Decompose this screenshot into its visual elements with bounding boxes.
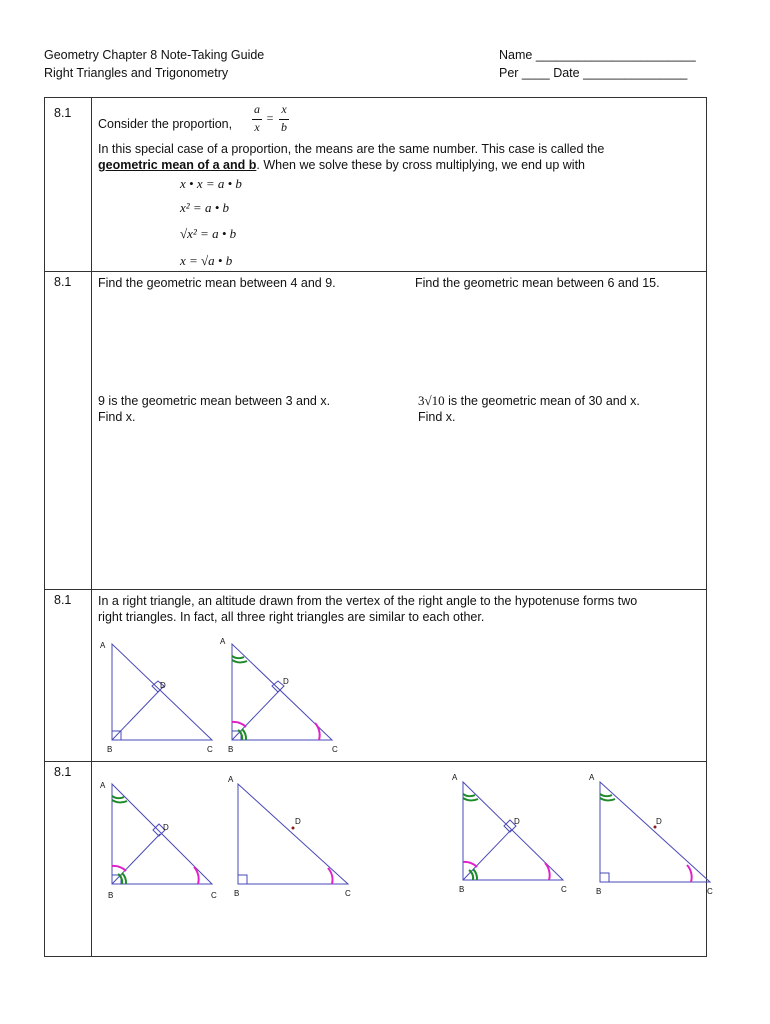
step-3: √x² = a • b xyxy=(180,226,237,241)
vertex-label-a: A xyxy=(100,641,106,650)
fraction-numerator: x xyxy=(281,102,287,116)
name-field[interactable]: Name _______________________ xyxy=(499,48,696,62)
radical-expression: 3√10 xyxy=(418,393,445,408)
section-number: 8.1 xyxy=(54,765,72,779)
step-1: x • x = a • b xyxy=(180,176,242,191)
problem-1: Find the geometric mean between 4 and 9. xyxy=(98,276,336,290)
vertex-label-d: D xyxy=(160,681,166,690)
vertex-label-b: B xyxy=(234,889,240,898)
problem-text: is the geometric mean of 30 and x. xyxy=(444,394,640,408)
vertex-label-a: A xyxy=(100,781,106,790)
vertex-label-b: B xyxy=(228,745,234,754)
row-divider xyxy=(45,589,706,590)
vertex-label-d: D xyxy=(163,823,169,832)
vertex-label-b: B xyxy=(596,887,602,896)
row-divider xyxy=(45,761,706,762)
section-number: 8.1 xyxy=(54,275,72,289)
similar-triangles-diagram xyxy=(90,630,350,760)
chapter-subtitle: Right Triangles and Trigonometry xyxy=(44,66,229,80)
vertex-label-d: D xyxy=(283,677,289,686)
problem-3 xyxy=(98,393,330,425)
step-4: x = √a • b xyxy=(180,253,233,268)
paragraph-text: In a right triangle, an altitude drawn from the vertex of the right angle to the hypotenuse forms two xyxy=(98,594,638,608)
problem-text: 9 is the geometric mean between 3 and x. xyxy=(98,394,331,408)
vertex-label-a: A xyxy=(589,773,595,782)
vertex-label-d: D xyxy=(295,817,301,826)
problem-text: Find x. xyxy=(418,410,456,424)
triangle-abc-full xyxy=(100,781,217,900)
problem-text: Find x. xyxy=(98,410,136,424)
vertex-label-c: C xyxy=(207,745,213,754)
vertex-label-c: C xyxy=(211,891,217,900)
fraction-denominator: b xyxy=(281,120,287,134)
vertex-label-a: A xyxy=(220,637,226,646)
step-2: x² = a • b xyxy=(180,200,229,215)
vertex-label-b: B xyxy=(107,745,113,754)
problem-2: Find the geometric mean between 6 and 15. xyxy=(415,276,660,290)
proportion-intro: Consider the proportion, xyxy=(98,117,233,131)
altitude-explanation xyxy=(98,593,703,625)
paragraph-text: In this special case of a proportion, the means are the same number. This case is called the xyxy=(98,142,605,156)
triangle-abd-marked xyxy=(452,773,567,894)
triangle-abc-marked xyxy=(220,637,338,754)
vertex-label-b: B xyxy=(459,885,465,894)
period-date-field[interactable]: Per ____ Date _______________ xyxy=(499,66,688,80)
equals-sign: = xyxy=(266,111,274,125)
section-number: 8.1 xyxy=(54,106,72,120)
triangle-abc-plain-2 xyxy=(589,773,713,896)
section-number: 8.1 xyxy=(54,593,72,607)
geometric-mean-definition xyxy=(98,141,698,173)
vertex-label-a: A xyxy=(452,773,458,782)
vertex-label-d: D xyxy=(514,817,520,826)
vertex-label-c: C xyxy=(345,889,351,898)
fraction-numerator: a xyxy=(254,102,260,116)
triangle-abc xyxy=(100,641,213,754)
row-divider xyxy=(45,271,706,272)
vertex-label-c: C xyxy=(707,887,713,896)
problem-4 xyxy=(418,393,640,425)
paragraph-text: right triangles. In fact, all three right triangles are similar to each other. xyxy=(98,610,485,624)
vertex-label-b: B xyxy=(108,891,114,900)
key-term: geometric mean of a and b xyxy=(98,158,257,172)
chapter-title: Geometry Chapter 8 Note-Taking Guide xyxy=(44,48,265,62)
paragraph-text: . When we solve these by cross multiplying, we end up with xyxy=(256,158,586,172)
vertex-label-c: C xyxy=(561,885,567,894)
triangle-abc-plain xyxy=(228,775,351,898)
vertex-label-d: D xyxy=(656,817,662,826)
fraction-denominator: x xyxy=(254,120,260,134)
vertex-label-a: A xyxy=(228,775,234,784)
similar-triangles-separated-diagram xyxy=(90,772,720,907)
vertex-label-c: C xyxy=(332,745,338,754)
